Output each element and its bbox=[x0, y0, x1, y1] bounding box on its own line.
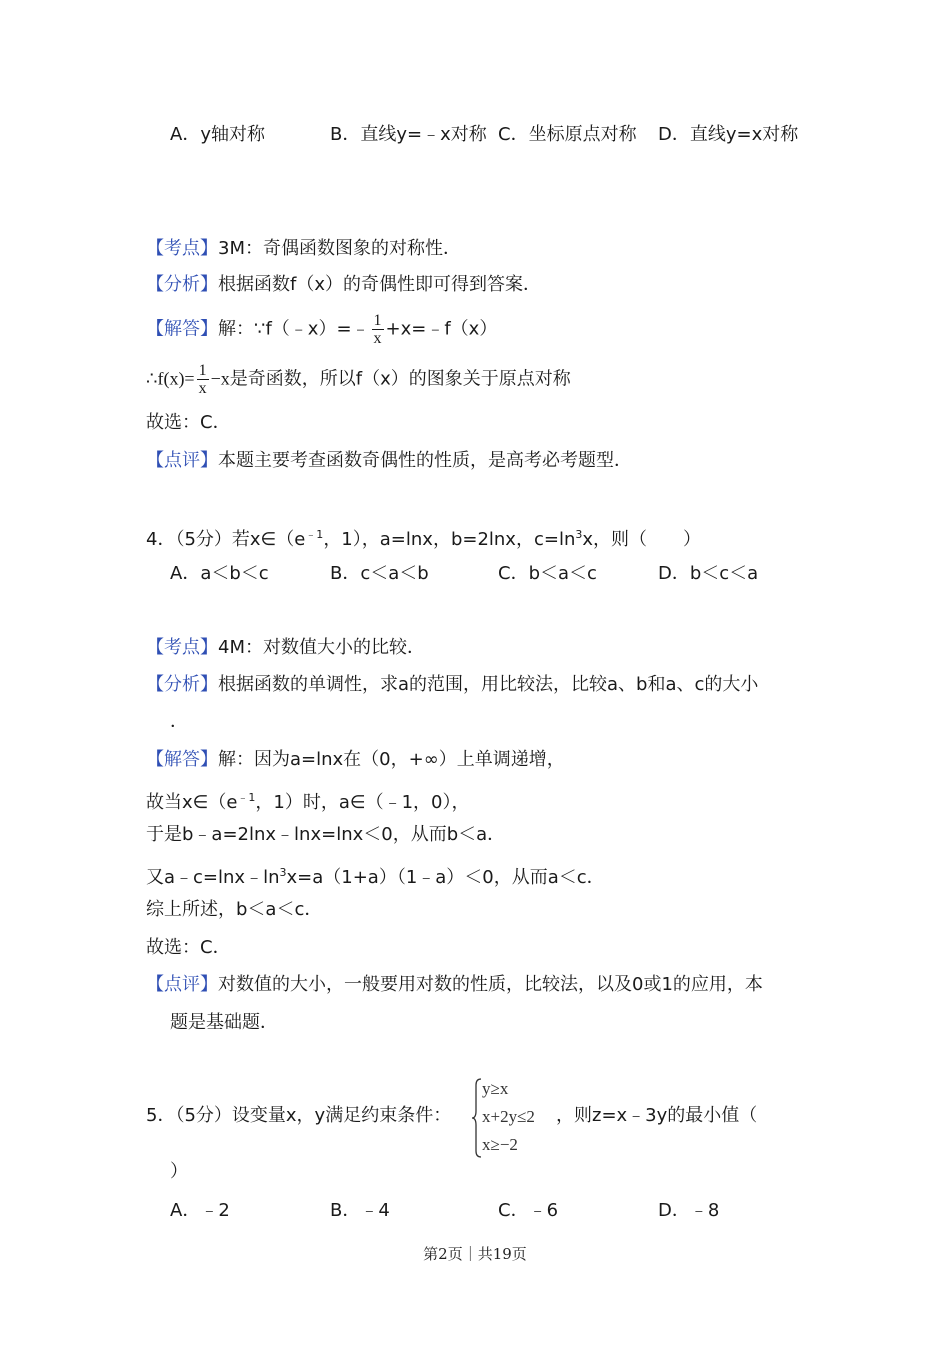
kaodian-text: 4M：对数值大小的比较． bbox=[218, 637, 425, 658]
q3-jieda-line2 bbox=[146, 362, 571, 397]
q4-guxuan: 故选：C． bbox=[146, 937, 231, 958]
line4-sup: 3 bbox=[279, 866, 287, 879]
dianping-text: 本题主要考查函数奇偶性的性质，是高考必考题型． bbox=[218, 450, 632, 471]
q4-dianping bbox=[146, 973, 763, 997]
q4-fenxi-cont: ． bbox=[170, 711, 188, 732]
line2-sup: ﹣1 bbox=[237, 791, 256, 804]
q5-option-d: D．﹣8 bbox=[658, 1200, 720, 1221]
formula-prefix: ∴f(x)= bbox=[146, 368, 195, 389]
q4-jieda-line2 bbox=[146, 786, 469, 815]
page-footer: 第2页｜共19页 bbox=[423, 1245, 527, 1263]
formula-conclusion: 是奇函数，所以f（x）的图象关于原点对称 bbox=[229, 368, 571, 390]
q5-option-c: C．﹣6 bbox=[498, 1200, 559, 1221]
kaodian-tag: 【考点】 bbox=[146, 637, 218, 658]
fenxi-text: 根据函数的单调性，求a的范围，用比较法，比较a、b和a、c的大小 bbox=[218, 674, 759, 695]
q3-option-c: C．坐标原点对称 bbox=[498, 124, 637, 145]
fenxi-text: 根据函数f（x）的奇偶性即可得到答案． bbox=[218, 274, 541, 295]
dianping-tag: 【点评】 bbox=[146, 974, 218, 995]
formula-mid: −x bbox=[210, 368, 230, 389]
line2-post: ，1）时，a∈（﹣1，0）， bbox=[255, 792, 470, 813]
q3-fenxi bbox=[146, 273, 541, 297]
constraint-row-3: x≥−2 bbox=[482, 1135, 518, 1154]
left-brace-icon bbox=[472, 1077, 482, 1159]
q3-jieda bbox=[146, 312, 497, 347]
q3-kaodian bbox=[146, 237, 461, 261]
kaodian-text: 3M：奇偶函数图象的对称性． bbox=[218, 238, 461, 259]
constraint-row-1: y≥x bbox=[482, 1079, 509, 1098]
jieda-text: 解：因为a=lnx在（0，+∞）上单调递增， bbox=[218, 749, 565, 770]
q5-option-b: B．﹣4 bbox=[330, 1200, 390, 1221]
fraction-denominator: x bbox=[198, 380, 207, 397]
q4-jieda-line5: 综上所述，b＜a＜c． bbox=[146, 899, 323, 920]
kaodian-tag: 【考点】 bbox=[146, 238, 218, 259]
q4-option-c: C．b＜a＜c bbox=[498, 563, 597, 584]
jieda-tag: 【解答】 bbox=[146, 318, 218, 340]
q4-stem-mid: ，1），a=lnx，b=2lnx，c=ln bbox=[323, 529, 576, 550]
line4-post: x=a（1+a）（1﹣a）＜0，从而a＜c． bbox=[286, 867, 605, 888]
q5-stem-pre: 5．（5分）设变量x，y满足约束条件： bbox=[146, 1105, 452, 1126]
jieda-text-post: +x=﹣f（x） bbox=[385, 318, 498, 340]
q4-jieda-line3: 于是b﹣a=2lnx﹣lnx=lnx＜0，从而b＜a． bbox=[146, 824, 506, 845]
q4-option-b: B．c＜a＜b bbox=[330, 563, 429, 584]
dianping-tag: 【点评】 bbox=[146, 450, 218, 471]
q4-stem bbox=[146, 523, 701, 552]
fenxi-tag: 【分析】 bbox=[146, 674, 218, 695]
fraction bbox=[197, 362, 209, 397]
q3-dianping bbox=[146, 449, 632, 473]
fraction-numerator: 1 bbox=[198, 362, 207, 379]
q3-option-d: D．直线y=x对称 bbox=[658, 124, 799, 145]
q3-guxuan: 故选：C． bbox=[146, 412, 231, 433]
jieda-text-pre: 解：∵f（﹣x）=﹣ bbox=[218, 318, 370, 340]
q4-stem-post: x，则（ ） bbox=[582, 529, 702, 550]
q3-option-a: A．y轴对称 bbox=[170, 124, 265, 145]
q4-stem-sup: ﹣1 bbox=[305, 528, 324, 541]
q5-stem-cont: ） bbox=[170, 1161, 188, 1182]
fenxi-tag: 【分析】 bbox=[146, 274, 218, 295]
q4-jieda-line4 bbox=[146, 861, 605, 890]
q4-option-d: D．b＜c＜a bbox=[658, 563, 759, 584]
dianping-text: 对数值的大小，一般要用对数的性质，比较法，以及0或1的应用，本 bbox=[218, 974, 763, 995]
line2-pre: 故当x∈（e bbox=[146, 792, 238, 813]
fraction bbox=[372, 312, 384, 347]
q4-jieda bbox=[146, 748, 565, 772]
q4-dianping-cont: 题是基础题． bbox=[170, 1012, 278, 1033]
fraction-denominator: x bbox=[373, 330, 382, 347]
constraint-row-2: x+2y≤2 bbox=[482, 1107, 535, 1126]
q5-stem-post: ，则z=x﹣3y的最小值（ bbox=[556, 1105, 758, 1126]
constraint-system bbox=[472, 1077, 552, 1159]
q4-stem-pre: 4．（5分）若x∈（e bbox=[146, 529, 306, 550]
fraction-numerator: 1 bbox=[373, 312, 382, 329]
jieda-tag: 【解答】 bbox=[146, 749, 218, 770]
q4-fenxi bbox=[146, 673, 758, 697]
q4-option-a: A．a＜b＜c bbox=[170, 563, 269, 584]
q4-stem-sup2: 3 bbox=[575, 528, 583, 541]
q3-option-b: B．直线y=﹣x对称 bbox=[330, 124, 487, 145]
line4-pre: 又a﹣c=lnx﹣ln bbox=[146, 867, 280, 888]
q5-option-a: A．﹣2 bbox=[170, 1200, 230, 1221]
q4-kaodian bbox=[146, 636, 425, 660]
